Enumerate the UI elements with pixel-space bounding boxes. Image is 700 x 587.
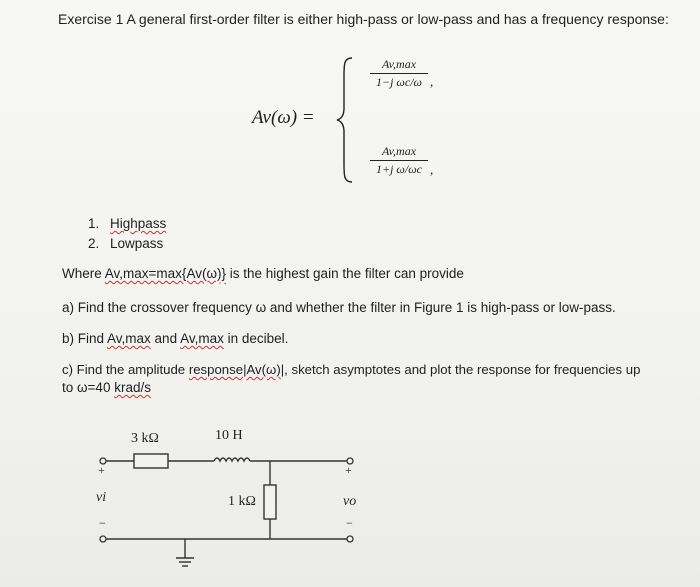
qc-term2: krad/s <box>114 380 151 395</box>
where-definition: Av,max=max{Av(ω)} <box>104 266 226 281</box>
qb-term1: Av,max <box>107 331 151 346</box>
resistor-3k <box>134 454 168 468</box>
inductor-10h <box>214 458 250 461</box>
input-voltage-label: vi <box>96 490 107 505</box>
inductor-10h-label: 10 H <box>215 428 243 443</box>
qb-pre: b) Find <box>62 331 108 346</box>
case1-comma: , <box>430 74 434 89</box>
list-label: Lowpass <box>110 236 164 251</box>
qb-term2: Av,max <box>180 331 224 346</box>
output-terminal-bottom <box>347 536 353 542</box>
qc-line2-pre: to ω=40 <box>62 380 115 395</box>
output-plus-sign: + <box>345 463 352 477</box>
list-number: 1. <box>88 216 100 231</box>
equation-lhs: Av(ω) = <box>252 107 315 128</box>
qc-pre: c) Find the amplitude <box>62 362 189 377</box>
output-minus-sign: − <box>346 516 353 530</box>
case1-denominator: 1−j ωc/ω <box>375 75 423 89</box>
resistor-3k-label: 3 kΩ <box>131 431 159 446</box>
where-pre: Where <box>62 266 105 281</box>
qb-mid: and <box>150 331 181 346</box>
output-voltage-label: vo <box>343 494 357 509</box>
list-number: 2. <box>88 236 100 251</box>
input-minus-sign: − <box>99 516 106 530</box>
case2-comma: , <box>430 162 434 177</box>
where-post: is the highest gain the filter can provide <box>226 266 464 281</box>
question-a: a) Find the crossover frequency ω and whether the filter in Figure 1 is high-pass or low-pass. <box>62 300 616 315</box>
case2-numerator: Av,max <box>381 144 417 158</box>
qc-term1: response|Av(ω) <box>188 362 281 377</box>
input-terminal-bottom <box>100 536 106 542</box>
qb-post: in decibel. <box>223 331 289 346</box>
exercise-title: Exercise 1 A general first-order filter is either high-pass or low-pass and has a frequency response: <box>58 11 669 27</box>
case2-denominator: 1+j ω/ωc <box>375 162 423 176</box>
case1-numerator: Av,max <box>381 57 417 71</box>
list-label: Highpass <box>110 216 167 231</box>
resistor-1k <box>264 485 276 519</box>
resistor-1k-label: 1 kΩ <box>228 494 256 509</box>
qc-post: |, sketch asymptotes and plot the response for frequencies up <box>280 362 641 377</box>
input-plus-sign: + <box>98 463 105 477</box>
